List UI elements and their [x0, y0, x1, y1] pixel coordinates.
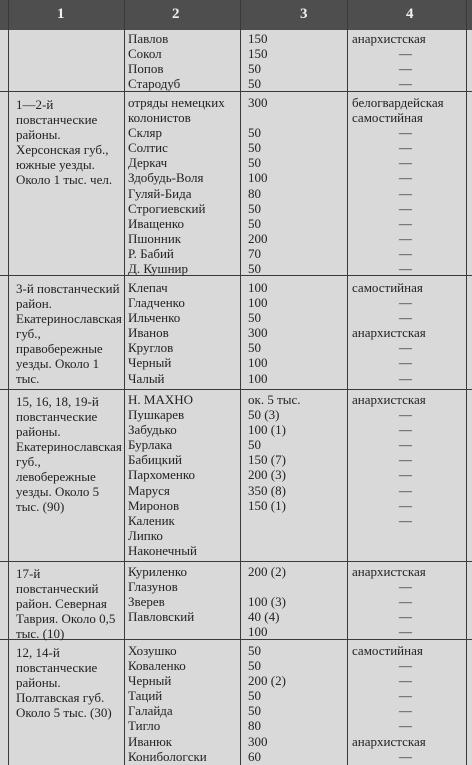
table-row	[0, 513, 472, 528]
leader-name: Куриленко	[128, 564, 188, 579]
fighter-count: 50	[248, 643, 261, 658]
table-row	[0, 231, 472, 246]
table-row	[0, 624, 472, 639]
fighter-count: 50	[248, 703, 261, 719]
fighter-count: 150	[248, 31, 268, 46]
fighter-count: 50	[248, 437, 261, 453]
header-col-2: 2	[172, 6, 180, 22]
ideology: —	[399, 170, 412, 186]
section-divider	[0, 561, 472, 562]
leader-name: Галайда	[128, 703, 173, 719]
leader-name: Конибологски	[128, 748, 207, 764]
fighter-count: 150 (7)	[248, 452, 286, 468]
region-description: 17-й повстанческий район. Северная Таврия. Около 0,5 тыс. (10)	[16, 566, 116, 641]
fighter-count: 50	[248, 155, 261, 171]
table-header	[0, 0, 472, 30]
leader-name: Пархоменко	[128, 467, 196, 483]
table-row	[0, 46, 472, 61]
leader-name: Павлов	[128, 31, 169, 46]
table-row	[0, 658, 472, 673]
leader-name: Здобудь-Воля	[128, 170, 204, 186]
leader-name: Черный	[128, 673, 172, 689]
ideology: —	[399, 748, 412, 764]
leader-name: Иванюк	[128, 733, 173, 749]
fighter-count: 100	[248, 295, 268, 311]
fighter-count: 200 (2)	[248, 673, 286, 689]
leader-name: Наконечный	[128, 542, 197, 558]
leader-name: Попов	[128, 61, 164, 77]
fighter-count: 200 (3)	[248, 467, 286, 483]
fighter-count: 60	[248, 748, 261, 764]
table-row	[0, 609, 472, 624]
section-rows	[0, 643, 472, 764]
ideology: —	[399, 310, 412, 326]
leader-name: Чалый	[128, 370, 165, 386]
table-row	[0, 688, 472, 703]
table-row	[0, 325, 472, 340]
fighter-count: 150 (1)	[248, 497, 286, 513]
ideology: анархистская	[352, 392, 426, 407]
ideology: —	[399, 370, 412, 386]
table-row	[0, 371, 472, 386]
fighter-count: 50	[248, 61, 261, 77]
table-row	[0, 594, 472, 609]
ideology: —	[399, 467, 412, 483]
fighter-count: 50	[248, 658, 261, 674]
leader-name: Маруся	[128, 482, 170, 498]
leader-name: Сокол	[128, 46, 162, 62]
table-row	[0, 564, 472, 579]
table-row	[0, 95, 472, 110]
table-row	[0, 543, 472, 558]
fighter-count: 100	[248, 370, 268, 386]
table-row	[0, 280, 472, 295]
ideology: —	[399, 624, 412, 640]
leader-name: Миронов	[128, 497, 180, 513]
ideology: —	[399, 125, 412, 141]
table-row	[0, 310, 472, 325]
fighter-count: 50	[248, 688, 261, 704]
ideology: анархистская	[352, 31, 426, 46]
leader-name: Р. Бабий	[128, 245, 174, 261]
leader-name: Деркач	[128, 155, 168, 171]
ideology: —	[399, 155, 412, 171]
fighter-count: ок. 5 тыс.	[248, 392, 301, 407]
table-row	[0, 673, 472, 688]
ideology: анархистская	[352, 564, 426, 579]
ideology: —	[399, 718, 412, 734]
ideology: —	[399, 261, 412, 277]
table-row	[0, 216, 472, 231]
table-row	[0, 437, 472, 452]
leader-name: Глазунов	[128, 579, 178, 595]
fighter-count: 100 (1)	[248, 422, 286, 438]
fighter-count: 80	[248, 185, 261, 201]
fighter-count: 300	[248, 95, 268, 110]
leader-name: Гладченко	[128, 295, 185, 311]
leader-name: Хозушко	[128, 643, 177, 658]
ideology: анархистская	[352, 325, 426, 341]
leader-name: Ильченко	[128, 310, 181, 326]
table-row	[0, 528, 472, 543]
leader-name: Д. Кушнир	[128, 261, 188, 277]
table-row	[0, 170, 472, 185]
ideology: —	[399, 422, 412, 438]
ideology: —	[399, 340, 412, 356]
ideology: —	[399, 295, 412, 311]
fighter-count: 150	[248, 46, 268, 62]
ideology: —	[399, 482, 412, 498]
leader-name: Пшонник	[128, 230, 182, 246]
table-row	[0, 261, 472, 276]
leader-name: Строгиевский	[128, 200, 206, 216]
table-row	[0, 483, 472, 498]
ideology: самостийная	[352, 280, 423, 295]
leader-name: колонистов	[128, 110, 191, 126]
table-row	[0, 125, 472, 140]
ideology: —	[399, 76, 412, 92]
ideology: самостийная	[352, 110, 423, 126]
ideology: —	[399, 185, 412, 201]
fighter-count: 70	[248, 245, 261, 261]
ideology: —	[399, 140, 412, 156]
table-row	[0, 392, 472, 407]
table-row	[0, 579, 472, 594]
table-row	[0, 155, 472, 170]
ideology: —	[399, 579, 412, 595]
section-divider	[0, 389, 472, 390]
section-rows	[0, 564, 472, 639]
ideology: —	[399, 703, 412, 719]
fighter-count: 200 (2)	[248, 564, 286, 579]
fighter-count: 50	[248, 310, 261, 326]
table-row	[0, 718, 472, 733]
ideology: —	[399, 658, 412, 674]
table-row	[0, 186, 472, 201]
header-col-4: 4	[406, 6, 414, 22]
ideology: —	[399, 497, 412, 513]
table-row	[0, 61, 472, 76]
table-row	[0, 643, 472, 658]
fighter-count: 50	[248, 340, 261, 356]
leader-name: Солтис	[128, 140, 168, 156]
ideology: —	[399, 673, 412, 689]
table-row	[0, 467, 472, 482]
table-row	[0, 422, 472, 437]
region-description: 1—2-й повстанческие районы. Херсонская губ., южные уезды. Около 1 тыс. чел.	[16, 97, 113, 187]
header-col-3: 3	[300, 6, 308, 22]
leader-name: Черный	[128, 355, 172, 371]
ideology: анархистская	[352, 733, 426, 749]
region-description: 12, 14-й повстанческие районы. Полтавская губ. Около 5 тыс. (30)	[16, 645, 112, 720]
section-rows	[0, 95, 472, 276]
table-row	[0, 201, 472, 216]
table-row	[0, 246, 472, 261]
ideology: —	[399, 594, 412, 610]
table-row	[0, 31, 472, 46]
ideology: —	[399, 215, 412, 231]
ideology: —	[399, 512, 412, 528]
leader-name: Гуляй-Бида	[128, 185, 192, 201]
fighter-count: 50	[248, 76, 261, 92]
ideology: —	[399, 609, 412, 625]
fighter-count: 50	[248, 200, 261, 216]
leader-name: Пушкарев	[128, 407, 185, 423]
table-row	[0, 749, 472, 764]
leader-name: Каленик	[128, 512, 175, 528]
leader-name: Клепач	[128, 280, 168, 295]
ideology: —	[399, 61, 412, 77]
table-row	[0, 76, 472, 91]
leader-name: Зверев	[128, 594, 165, 610]
table-row	[0, 407, 472, 422]
table-row	[0, 703, 472, 718]
leader-name: Круглов	[128, 340, 174, 356]
fighter-count: 40 (4)	[248, 609, 280, 625]
leader-name: Н. МАХНО	[128, 392, 193, 407]
ideology: —	[399, 355, 412, 371]
leader-name: Иващенко	[128, 215, 185, 231]
ideology: —	[399, 437, 412, 453]
fighter-count: 300	[248, 733, 268, 749]
fighter-count: 80	[248, 718, 261, 734]
leader-name: Липко	[128, 527, 163, 543]
fighter-count: 100 (3)	[248, 594, 286, 610]
fighter-count: 200	[248, 230, 268, 246]
leader-name: Коваленко	[128, 658, 186, 674]
table-row	[0, 140, 472, 155]
leader-name: Забудько	[128, 422, 177, 438]
leader-name: Таций	[128, 688, 163, 704]
fighter-count: 100	[248, 624, 268, 640]
fighter-count: 50	[248, 125, 261, 141]
ideology: —	[399, 245, 412, 261]
leader-name: Стародуб	[128, 76, 181, 92]
ideology: белогвардейская	[352, 95, 444, 110]
leader-name: Бурлака	[128, 437, 173, 453]
fighter-count: 50 (3)	[248, 407, 280, 423]
table-row	[0, 340, 472, 355]
table-row	[0, 110, 472, 125]
fighter-count: 300	[248, 325, 268, 341]
table-row	[0, 498, 472, 513]
ideology: —	[399, 46, 412, 62]
table-row	[0, 452, 472, 467]
fighter-count: 50	[248, 140, 261, 156]
section-rows	[0, 392, 472, 558]
ideology: —	[399, 452, 412, 468]
ideology: —	[399, 230, 412, 246]
ideology: —	[399, 407, 412, 423]
region-description: 15, 16, 18, 19-й повстанческие районы. Екатеринославская губ., левобережные уезды. Около 5 тыс. (90)	[16, 394, 122, 514]
leader-name: Тигло	[128, 718, 161, 734]
ideology: самостийная	[352, 643, 423, 658]
fighter-count: 100	[248, 280, 268, 295]
fighter-count: 50	[248, 261, 261, 277]
fighter-count: 350 (8)	[248, 482, 286, 498]
ideology: —	[399, 688, 412, 704]
leader-name: отряды немецких	[128, 95, 225, 110]
leader-name: Бабицкий	[128, 452, 182, 468]
header-col-1: 1	[57, 6, 65, 22]
fighter-count: 100	[248, 170, 268, 186]
table-row	[0, 355, 472, 370]
ideology: —	[399, 200, 412, 216]
region-description: 3-й повстанческий район. Екатеринославская губ., правобережные уезды. Около 1 тыс.	[16, 281, 122, 386]
leader-name: Павловский	[128, 609, 195, 625]
leader-name: Скляр	[128, 125, 162, 141]
fighter-count: 50	[248, 215, 261, 231]
fighter-count: 100	[248, 355, 268, 371]
table-row	[0, 295, 472, 310]
leader-name: Иванов	[128, 325, 169, 341]
section-rows	[0, 280, 472, 386]
section-rows	[0, 31, 472, 91]
table-row	[0, 734, 472, 749]
